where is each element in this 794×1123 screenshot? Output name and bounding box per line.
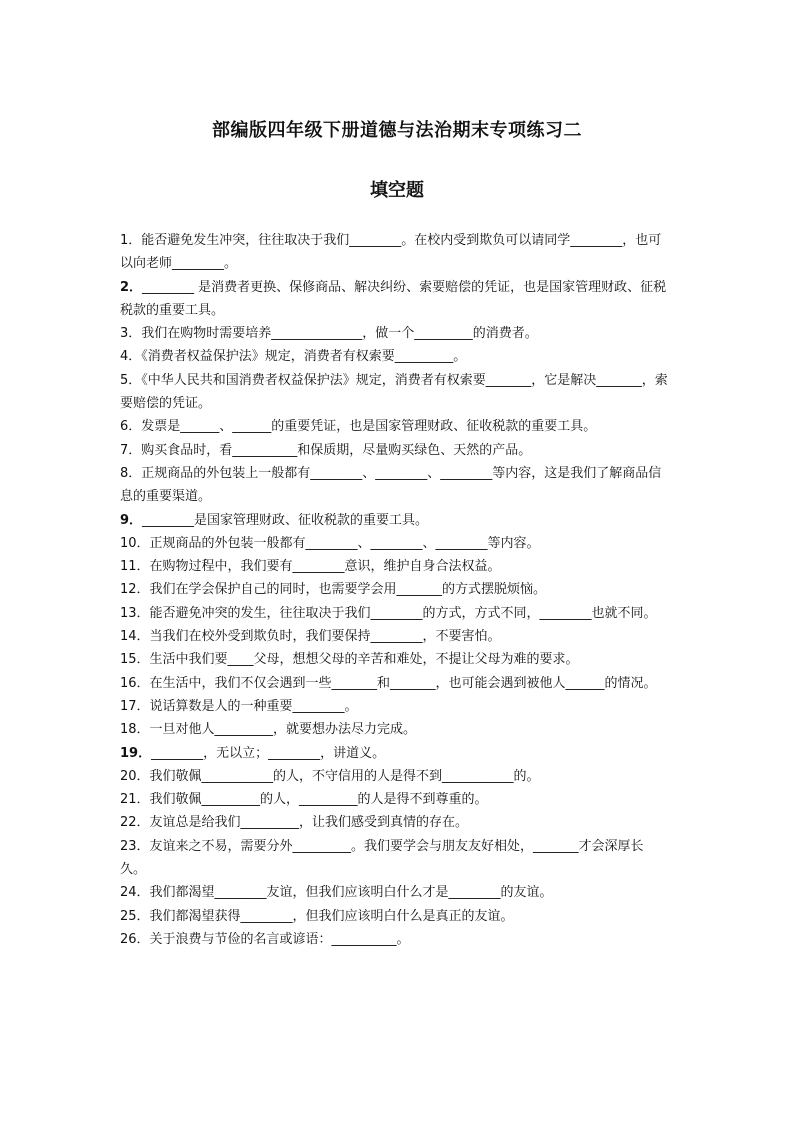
- question-number: 3．: [120, 326, 142, 342]
- question-text: ________ 是消费者更换、保修商品、解决纠纷、索要赔偿的凭证，也是国家管理财政、征税税款的重要工具。: [120, 279, 667, 318]
- question-text: 我们敬佩_________的人，_________的人是得不到尊重的。: [149, 792, 488, 808]
- question-number: 21．: [120, 792, 150, 808]
- question-number: 17．: [120, 698, 150, 714]
- question-text: 购买食品时，看__________和保质期，尽量购买绿色、天然的产品。: [141, 442, 532, 458]
- question-item: [120, 509, 668, 532]
- question-text: ________是国家管理财政、征收税款的重要工具。: [142, 512, 429, 528]
- question-text: 《消费者权益保护法》规定，消费者有权索要_________。: [141, 349, 467, 365]
- question-text: 能否避免发生冲突，往往取决于我们________。在校内受到欺负可以请同学________，也可以向老师________。: [120, 233, 662, 272]
- question-number: 7．: [120, 442, 142, 458]
- document-title: 部编版四年级下册道德与法治期末专项练习二: [212, 120, 582, 141]
- question-text: 关于浪费与节俭的名言或谚语：__________。: [149, 931, 410, 947]
- question-item: [120, 369, 668, 416]
- question-item: [120, 322, 668, 345]
- question-item: [120, 602, 668, 625]
- question-number: 19．: [120, 745, 152, 761]
- question-number: 10．: [120, 535, 150, 551]
- question-number: 18．: [120, 722, 150, 738]
- question-number: 24．: [120, 885, 150, 901]
- question-item: [120, 881, 668, 904]
- question-text: 说话算数是人的一种重要________。: [149, 698, 358, 714]
- question-number: 14．: [120, 629, 150, 645]
- question-number: 5．: [120, 372, 142, 388]
- question-text: 友谊总是给我们_________，让我们感受到真情的存在。: [149, 815, 469, 831]
- question-text: 友谊来之不易，需要分外_________。我们要学会与朋友友好相处，_______才会深厚长久。: [120, 838, 644, 878]
- question-item: [120, 229, 668, 276]
- question-text: 我们都渴望获得________，但我们应该明白什么是真正的友谊。: [149, 908, 514, 924]
- question-number: 23．: [120, 838, 150, 854]
- question-text: ________，无以立；________，讲道义。: [151, 745, 386, 761]
- section-title: 填空题: [370, 180, 424, 201]
- question-number: 9．: [120, 512, 143, 528]
- question-item: [120, 905, 668, 928]
- question-item: [120, 625, 668, 648]
- question-number: 16．: [120, 675, 150, 691]
- question-item: [120, 276, 668, 323]
- question-item: [120, 439, 668, 462]
- question-text: 我们在学会保护自己的同时，也需要学会用_______的方式摆脱烦恼。: [149, 582, 547, 598]
- question-item: [120, 672, 668, 695]
- question-text: 生活中我们要____父母，想想父母的辛苦和难处，不提让父母为难的要求。: [149, 652, 579, 668]
- question-list: [120, 229, 668, 951]
- question-number: 22．: [120, 815, 150, 831]
- question-number: 1．: [120, 233, 142, 248]
- question-number: 2．: [120, 279, 143, 295]
- question-number: 25．: [120, 908, 150, 924]
- question-text: 《中华人民共和国消费者权益保护法》规定，消费者有权索要_______，它是解决_______，索要赔偿的凭证。: [120, 372, 668, 412]
- question-number: 20．: [120, 768, 150, 784]
- question-number: 12．: [120, 582, 150, 598]
- question-number: 15．: [120, 652, 150, 668]
- question-item: [120, 695, 668, 718]
- question-text: 我们在购物时需要培养______________，做一个_________的消费者。: [141, 326, 538, 342]
- question-text: 正规商品的外包装上一般都有________、________、________等内容，这是我们了解商品信息的重要渠道。: [120, 465, 662, 505]
- question-number: 6．: [120, 419, 142, 435]
- question-number: 4．: [120, 349, 142, 365]
- question-number: 13．: [120, 605, 150, 621]
- question-text: 能否避免冲突的发生，往往取决于我们________的方式，方式不同，________也就不同。: [149, 605, 657, 621]
- question-text: 一旦对他人_________，就要想办法尽力完成。: [149, 722, 417, 738]
- question-text: 当我们在校外受到欺负时，我们要保持________，不要害怕。: [149, 629, 501, 645]
- question-item: [120, 462, 668, 509]
- question-text: 发票是______、______的重要凭证，也是国家管理财政、征收税款的重要工具。: [141, 419, 597, 435]
- question-number: 26．: [120, 931, 150, 947]
- question-item: [120, 788, 668, 811]
- question-text: 在购物过程中，我们要有________意识，维护自身合法权益。: [149, 559, 501, 575]
- question-item: [120, 811, 668, 834]
- question-item: [120, 835, 668, 882]
- question-item: [120, 555, 668, 578]
- question-text: 在生活中，我们不仅会遇到一些_______和_______，也可能会遇到被他人______的情况。: [149, 675, 657, 691]
- question-text: 正规商品的外包装一般都有________、________、________等内容。: [149, 535, 540, 551]
- question-item: [120, 742, 668, 765]
- question-item: [120, 345, 668, 368]
- question-number: 11．: [120, 559, 150, 575]
- question-item: [120, 415, 668, 438]
- question-text: 我们敬佩___________的人，不守信用的人是得不到___________的。: [149, 768, 540, 784]
- question-text: 我们都渴望________友谊，但我们应该明白什么才是________的友谊。: [149, 885, 553, 901]
- question-item: [120, 928, 668, 951]
- question-item: [120, 718, 668, 741]
- question-item: [120, 532, 668, 555]
- question-item: [120, 578, 668, 601]
- question-number: 8．: [120, 465, 142, 481]
- question-item: [120, 648, 668, 671]
- question-item: [120, 765, 668, 788]
